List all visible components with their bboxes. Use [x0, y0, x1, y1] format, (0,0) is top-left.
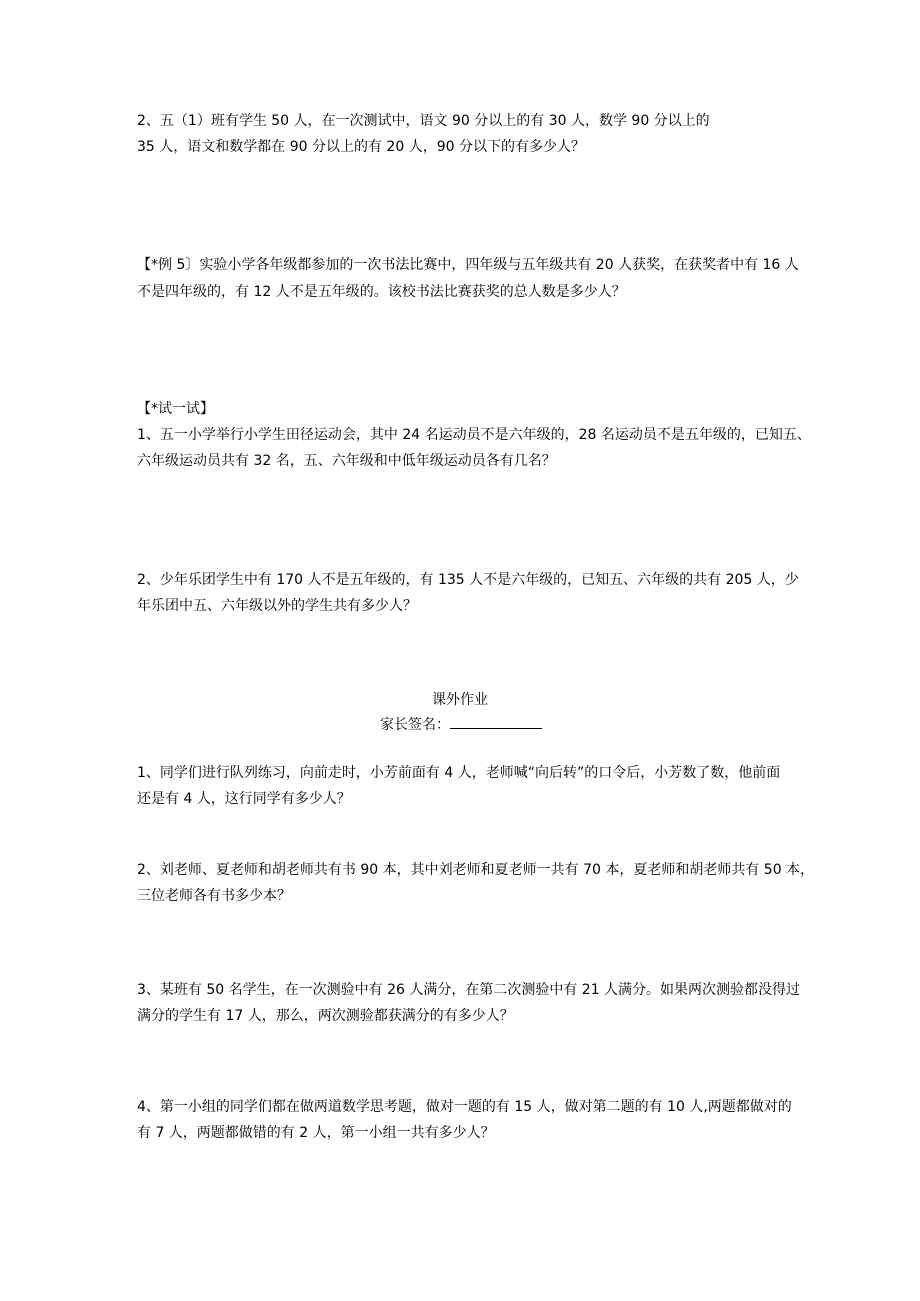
example-5-line-2: 不是四年级的，有 12 人不是五年级的。该校书法比赛获奖的总人数是多少人？ — [137, 284, 626, 300]
signature-label: 家长签名： — [380, 717, 450, 733]
homework-q2-line-2: 三位老师各有书多少本？ — [137, 888, 291, 904]
try-heading: 【*试一试】 — [137, 401, 214, 417]
try-q1-line-2: 六年级运动员共有 32 名，五、六年级和中低年级运动员各有几名？ — [137, 453, 556, 469]
homework-q4-line-1: 4、第一小组的同学们都在做两道数学思考题，做对一题的有 15 人，做对第二题的有 10 人,两题都做对的 — [137, 1099, 792, 1115]
homework-q1-line-1: 1、同学们进行队列练习，向前走时，小芳前面有 4 人，老师喊“向后转”的口令后，小芳数了数，他前面 — [137, 765, 781, 781]
problem-2-line-1: 2、五（1）班有学生 50 人，在一次测试中，语文 90 分以上的有 30 人，数学 90 分以上的 — [137, 113, 710, 129]
example-5-line-1: 【*例 5〕实验小学各年级都参加的一次书法比赛中，四年级与五年级共有 20 人获奖，在获奖者中有 16 人 — [137, 257, 799, 273]
homework-q4-line-2: 有 7 人，两题都做错的有 2 人，第一小组一共有多少人？ — [137, 1125, 495, 1141]
homework-q1-line-2: 还是有 4 人，这行同学有多少人？ — [137, 791, 351, 807]
try-q2-line-1: 2、少年乐团学生中有 170 人不是五年级的，有 135 人不是六年级的，已知五、六年级的共有 205 人，少 — [137, 572, 799, 588]
parent-signature — [380, 714, 542, 734]
homework-q3-line-2: 满分的学生有 17 人，那么，两次测验都获满分的有多少人？ — [137, 1008, 514, 1024]
homework-title: 课外作业 — [432, 692, 488, 708]
try-q2-line-2: 年乐团中五、六年级以外的学生共有多少人？ — [137, 598, 417, 614]
signature-blank[interactable] — [450, 714, 542, 729]
problem-2-line-2: 35 人，语文和数学都在 90 分以上的有 20 人，90 分以下的有多少人？ — [137, 139, 585, 155]
homework-q2-line-1: 2、刘老师、夏老师和胡老师共有书 90 本，其中刘老师和夏老师一共有 70 本，夏老师和胡老师共有 50 本， — [137, 862, 815, 878]
try-q1-line-1: 1、五一小学举行小学生田径运动会，其中 24 名运动员不是六年级的，28 名运动员不是五年级的，已知五、 — [137, 427, 811, 443]
homework-q3-line-1: 3、某班有 50 名学生，在一次测验中有 26 人满分，在第二次测验中有 21 人满分。如果两次测验都没得过 — [137, 982, 801, 998]
